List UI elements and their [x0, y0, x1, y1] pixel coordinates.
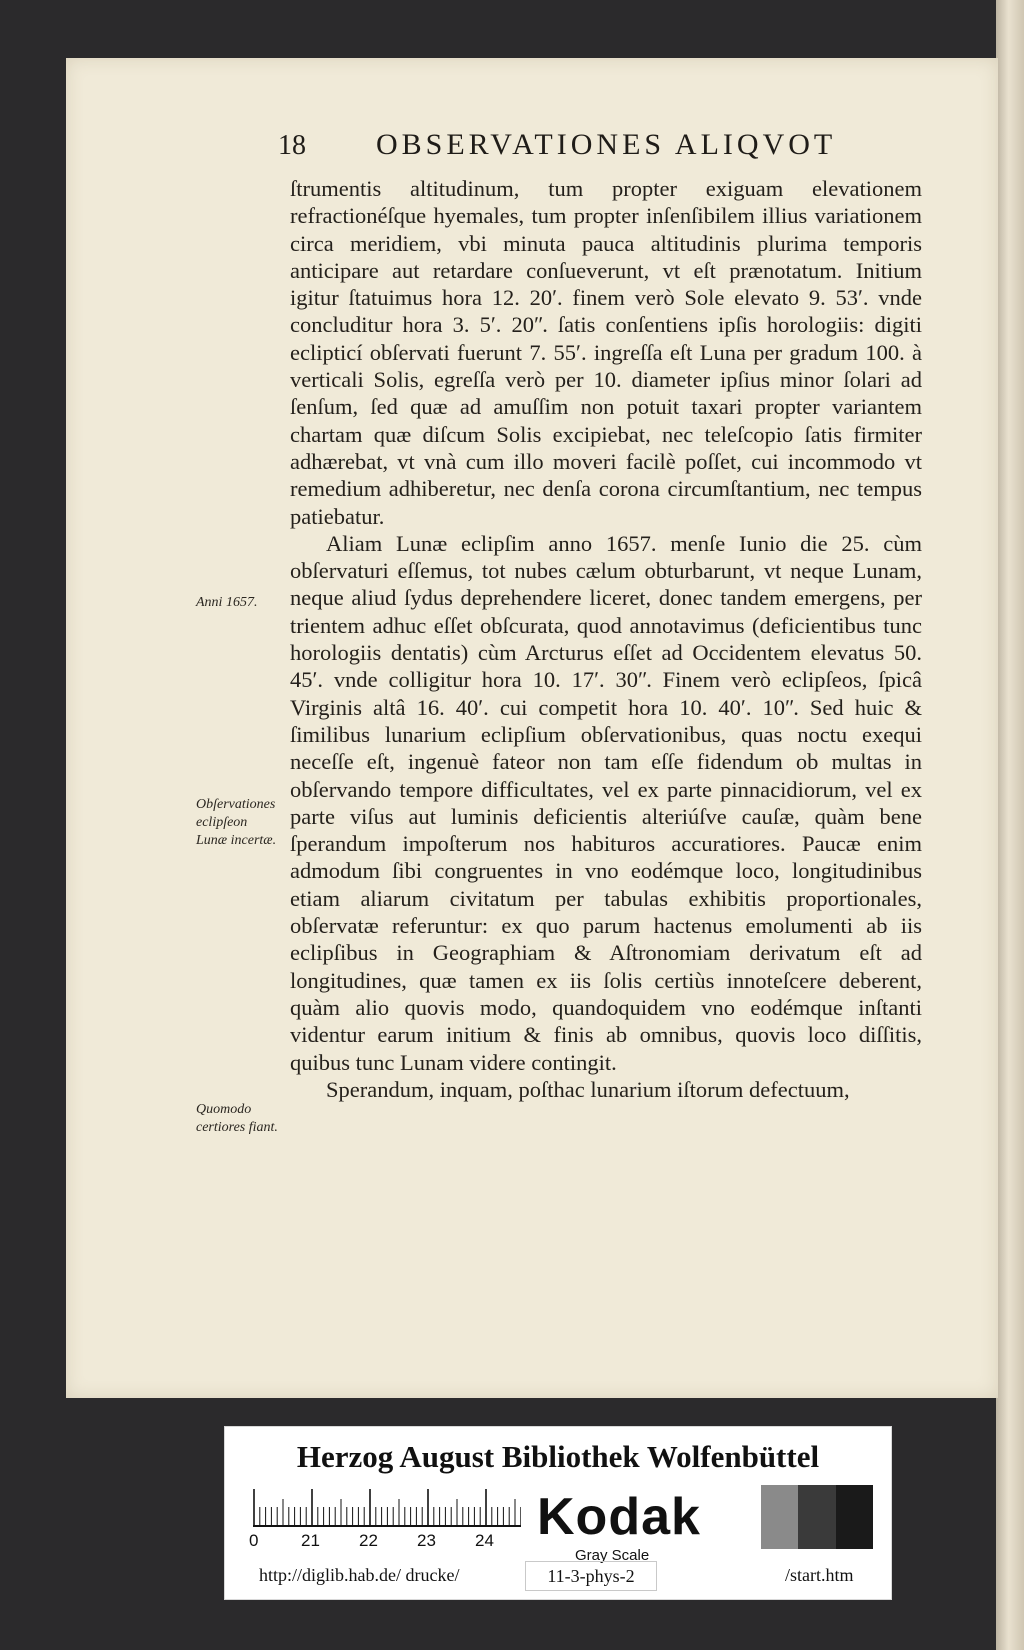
running-title: OBSERVATIONES ALIQVOT — [376, 128, 837, 161]
kodak-logo: Kodak — [537, 1488, 701, 1546]
margin-note-uncertain: Obſervationes eclipſeon Lunæ incertæ. — [196, 797, 277, 848]
library-name: Herzog August Bibliothek Wolfenbüttel — [296, 1439, 820, 1474]
margin-note-year: Anni 1657. — [196, 595, 258, 610]
url-suffix: /start.htm — [785, 1565, 854, 1585]
ruler-scale — [253, 1485, 521, 1527]
book-page — [66, 58, 998, 1398]
page-header — [66, 128, 998, 168]
url-base: http://diglib.hab.de/ drucke/ — [259, 1565, 460, 1585]
gray-scale-label: Gray Scale — [575, 1547, 650, 1564]
gray-patch — [836, 1485, 873, 1549]
url-shelfmark: 11-3-phys-2 — [525, 1561, 657, 1591]
ruler-ticks — [253, 1485, 521, 1525]
scale-number: 23 — [417, 1531, 436, 1550]
gray-patch — [798, 1485, 835, 1549]
scale-number: 22 — [359, 1531, 378, 1550]
body-text — [290, 175, 922, 1103]
scale-number: 21 — [301, 1531, 320, 1550]
paragraph: ſtrumentis altitudinum, tum propter exiguam elevationem refractionéſque hyemales, tum propter inſenſibilem illius variationem circa meridiem, vbi minuta pauca altitudinis plurima temporis anticipare aut retardare conſueverunt, vt eſt prænotatum. Initium igitur ſtatuimus hora 12. 20ʹ. finem verò Sole elevato 9. 53ʹ. vnde concluditur hora 3. 5ʹ. 20ʺ. ſatis conſentiens ipſis horologiis: digiti eclipticí obſervati fuerunt 7. 55ʹ. ingreſſa eſt Luna per gradum 100. à verticali Solis, egreſſa verò per 10. diameter ipſius minor ſolari ad ſenſum, ſed quæ ad amuſſim non potuit taxari propter variantem chartam quæ diſcum Solis excipiebat, nec teleſcopio ſatis firmiter adhærebat, vt vnà cum illo moveri facilè poſſet, cui incommodo vt remedium adhiberetur, nec denſa corona circumſtantium, nec tempus patiebatur. — [290, 176, 922, 529]
adjacent-page-edge — [996, 0, 1024, 1650]
page-number: 18 — [278, 130, 306, 161]
paragraph: Aliam Lunæ eclipſim anno 1657. menſe Iunio die 25. cùm obſervaturi eſſemus, tot nubes cælum obturbarunt, vt neque Lunam, neque aliud ſydus deprehendere liceret, donec tandem emergens, per trientem adhuc eſſet obſcurata, quod annotavimus (deficientibus tunc horologiis dentatis) cùm Arcturus eſſet ad Occidentem elevatus 50. 45ʹ. vnde colligitur hora 10. 17ʹ. 30ʺ. Finem verò eclipſeos, ſpicâ Virginis altâ 16. 40ʹ. cui competit hora 10. 40ʹ. 10ʺ. Sed huic & ſimilibus lunarium eclipſium obſervationibus, quas noctu exequi neceſſe eſt, ingenuè fateor non tam eſſe fidendum ob multas in obſervando tempore difficultates, vel ex parte pinnacidiorum, vel ex parte viſus aut luminis deficientis alteriúſve cauſæ, quàm bene ſperandum impoſterum nos habituros accuratiores. Paucæ enim admodum ſibi congruentes in vno eodémque loco, longitudinibus etiam aliarum civitatum per tabulas exhibitis proportionales, obſervatæ referuntur: ex quo parum hactenus emolumenti ab iis eclipſibus in Geographiam & Aſtronomiam derivatum eſt ad longitudines, quæ tamen ex iis ſolis certiùs innoteſcere deberent, quàm alio quovis modo, quandoquidem vno eodémque inſtanti videntur earum initium & finis ab omnibus, quovis loco diſſitis, quibus tunc Lunam videre contingit. — [290, 530, 922, 1075]
scale-number: 24 — [475, 1531, 494, 1550]
margin-note-how: Quomodo certiores fiant. — [196, 1102, 278, 1135]
library-label — [224, 1426, 892, 1600]
scale-number: 0 — [249, 1531, 259, 1550]
gray-scale-patches — [761, 1485, 873, 1549]
gray-patch — [761, 1485, 798, 1549]
paragraph: Sperandum, inquam, poſthac lunarium iſtorum defectuum, — [326, 1076, 850, 1102]
ruler-numbers — [249, 1531, 533, 1551]
